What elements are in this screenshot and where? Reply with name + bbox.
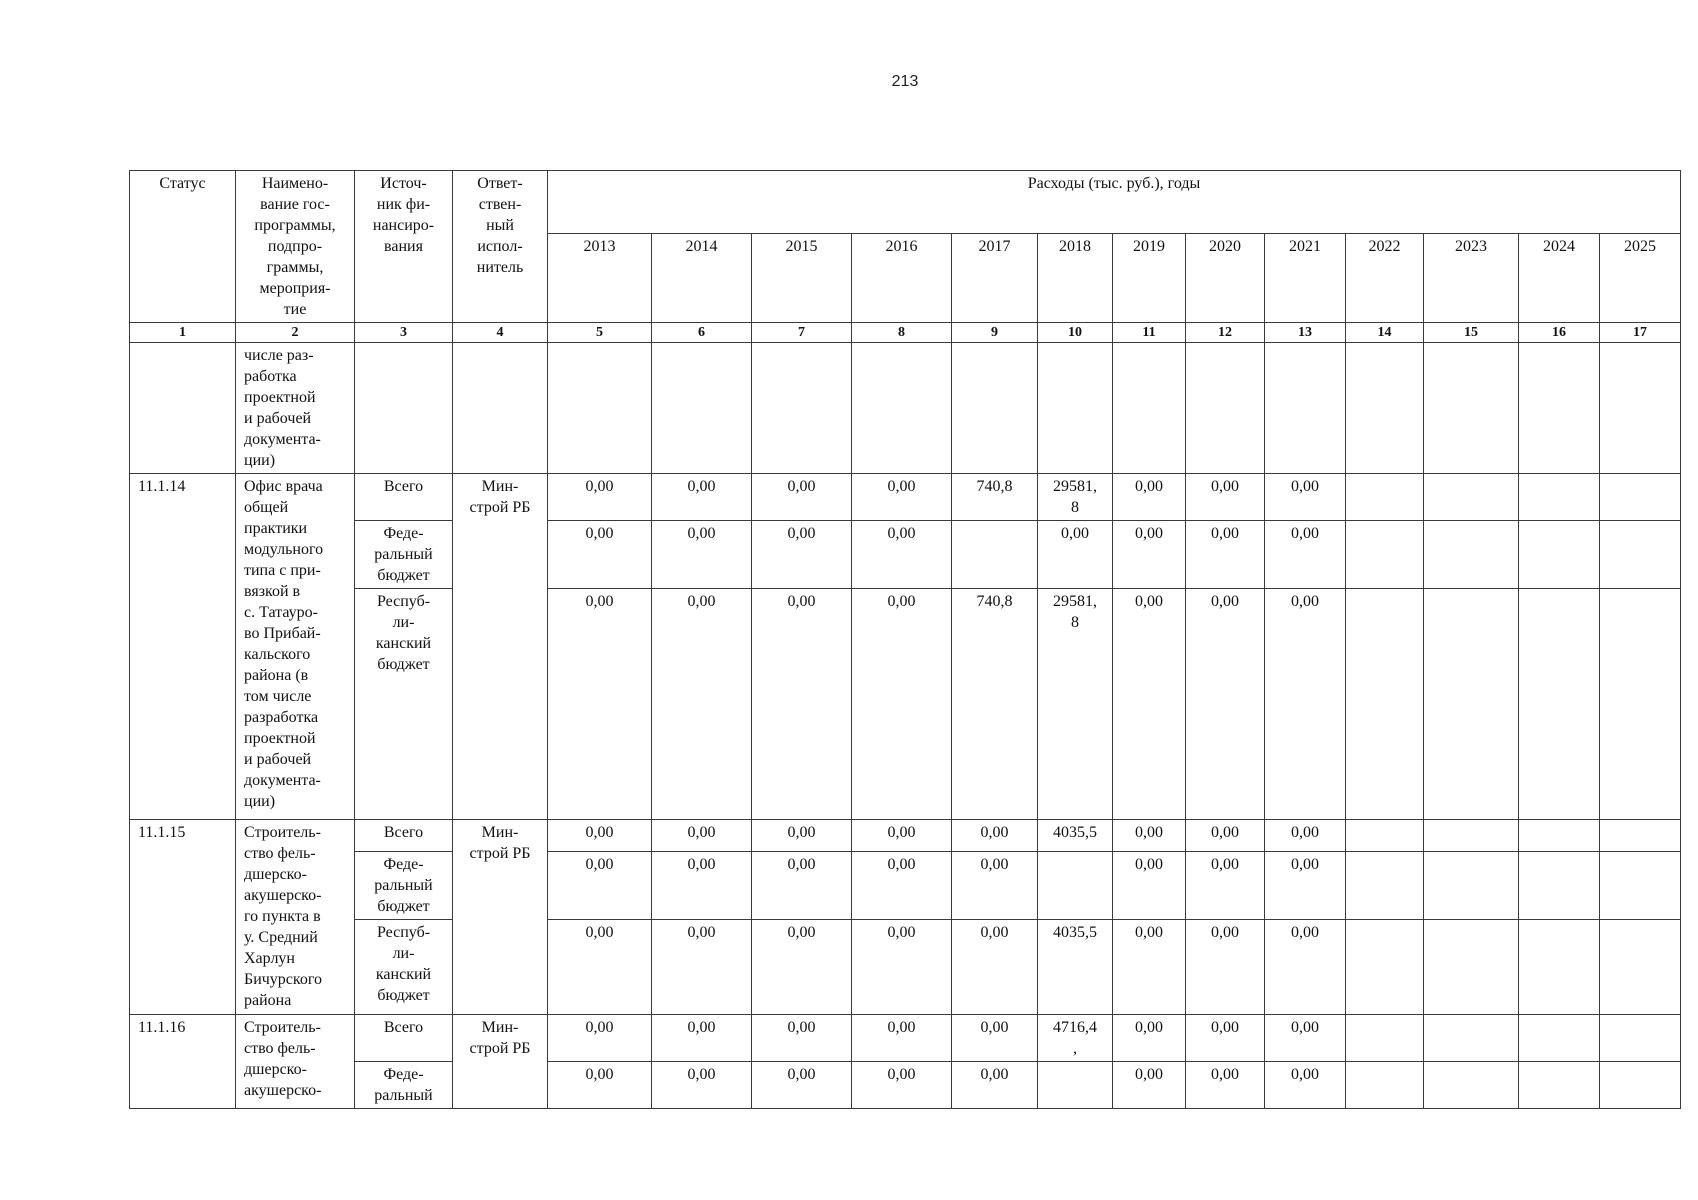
value-cell-2014: 0,00 [652,1015,752,1062]
empty-cell [355,343,453,474]
empty-cell [453,343,548,474]
value-cell-2021: 0,00 [1265,589,1346,820]
item-row [130,474,1681,521]
column-number-12: 12 [1186,323,1265,343]
budget-table [129,170,1681,1109]
value-cell-2020: 0,00 [1186,820,1265,852]
value-cell-2020: 0,00 [1186,852,1265,920]
value-cell-2020: 0,00 [1186,920,1265,1015]
funding-source-cell: Всего [355,474,453,521]
value-cell-2017: 740,8 [952,589,1038,820]
value-cell-2021: 0,00 [1265,852,1346,920]
funding-source-cell: Респуб- ли- канский бюджет [355,920,453,1015]
value-cell-2018: 29581, 8 [1038,589,1113,820]
value-cell-2017: 0,00 [952,920,1038,1015]
value-cell-2025 [1600,920,1681,1015]
value-cell-2014: 0,00 [652,589,752,820]
value-cell-2024 [1519,820,1600,852]
year-header-2018: 2018 [1038,233,1113,322]
value-cell-2013: 0,00 [548,1062,652,1109]
value-cell-2021: 0,00 [1265,474,1346,521]
item-code-cell: 11.1.15 [130,820,236,1015]
value-cell-2015: 0,00 [752,1015,852,1062]
value-cell-2016: 0,00 [852,820,952,852]
year-header-2017: 2017 [952,233,1038,322]
funding-source-cell: Феде- ральный [355,1062,453,1109]
item-name-cell: Строитель- ство фель- дшерско- акушерско- [236,1015,355,1109]
year-header-2014: 2014 [652,233,752,322]
header-executor: Ответ- ствен- ный испол- нитель [453,171,548,323]
value-cell-2025 [1600,474,1681,521]
value-cell-2019: 0,00 [1113,474,1186,521]
column-number-16: 16 [1519,323,1600,343]
empty-cell [1038,343,1113,474]
year-header-2020: 2020 [1186,233,1265,322]
value-cell-2015: 0,00 [752,474,852,521]
value-cell-2018: 29581, 8 [1038,474,1113,521]
column-number-3: 3 [355,323,453,343]
value-cell-2016: 0,00 [852,589,952,820]
value-cell-2022 [1346,474,1424,521]
value-cell-2021: 0,00 [1265,820,1346,852]
value-cell-2021: 0,00 [1265,1062,1346,1109]
empty-cell [1519,343,1600,474]
year-header-2025: 2025 [1600,233,1681,322]
value-cell-2017: 0,00 [952,1062,1038,1109]
continuation-name-cell: числе раз- работка проектной и рабочей документа- ции) [236,343,355,474]
item-row [130,589,1681,820]
value-cell-2015: 0,00 [752,589,852,820]
value-cell-2019: 0,00 [1113,820,1186,852]
item-code-cell: 11.1.16 [130,1015,236,1109]
value-cell-2015: 0,00 [752,920,852,1015]
header-status: Статус [130,171,236,323]
column-number-14: 14 [1346,323,1424,343]
value-cell-2015: 0,00 [752,1062,852,1109]
value-cell-2017: 0,00 [952,1015,1038,1062]
value-cell-2022 [1346,589,1424,820]
value-cell-2020: 0,00 [1186,1015,1265,1062]
empty-cell [1265,343,1346,474]
empty-cell [1600,343,1681,474]
column-number-6: 6 [652,323,752,343]
value-cell-2023 [1424,474,1519,521]
item-name-cell: Офис врача общей практики модульного типа с при- вязкой в с. Татауро- во Прибай- кальского района (в том числе разработка проектной и рабочей документа- ции) [236,474,355,820]
value-cell-2025 [1600,852,1681,920]
column-number-8: 8 [852,323,952,343]
executor-cell: Мин- строй РБ [453,1015,548,1109]
value-cell-2014: 0,00 [652,1062,752,1109]
column-number-2: 2 [236,323,355,343]
value-cell-2018 [1038,852,1113,920]
value-cell-2016: 0,00 [852,521,952,589]
funding-source-cell: Феде- ральный бюджет [355,852,453,920]
value-cell-2021: 0,00 [1265,920,1346,1015]
value-cell-2015: 0,00 [752,521,852,589]
value-cell-2022 [1346,820,1424,852]
value-cell-2022 [1346,920,1424,1015]
item-code-cell: 11.1.14 [130,474,236,820]
column-number-17: 17 [1600,323,1681,343]
empty-cell [652,343,752,474]
funding-source-cell: Респуб- ли- канский бюджет [355,589,453,820]
year-header-2022: 2022 [1346,233,1424,322]
continuation-row [130,343,1681,474]
empty-cell [1186,343,1265,474]
value-cell-2024 [1519,521,1600,589]
empty-cell [752,343,852,474]
value-cell-2014: 0,00 [652,852,752,920]
funding-source-cell: Феде- ральный бюджет [355,521,453,589]
column-number-11: 11 [1113,323,1186,343]
value-cell-2020: 0,00 [1186,474,1265,521]
year-header-2023: 2023 [1424,233,1519,322]
value-cell-2014: 0,00 [652,521,752,589]
value-cell-2025 [1600,521,1681,589]
funding-source-cell: Всего [355,1015,453,1062]
value-cell-2023 [1424,521,1519,589]
value-cell-2013: 0,00 [548,852,652,920]
empty-cell [548,343,652,474]
year-header-2019: 2019 [1113,233,1186,322]
item-row [130,820,1681,852]
value-cell-2019: 0,00 [1113,920,1186,1015]
value-cell-2014: 0,00 [652,920,752,1015]
value-cell-2013: 0,00 [548,820,652,852]
column-number-9: 9 [952,323,1038,343]
value-cell-2014: 0,00 [652,474,752,521]
value-cell-2019: 0,00 [1113,1062,1186,1109]
value-cell-2019: 0,00 [1113,521,1186,589]
value-cell-2015: 0,00 [752,852,852,920]
year-header-2016: 2016 [852,233,952,322]
value-cell-2013: 0,00 [548,521,652,589]
value-cell-2019: 0,00 [1113,589,1186,820]
status-cell-empty [130,343,236,474]
value-cell-2024 [1519,589,1600,820]
value-cell-2013: 0,00 [548,589,652,820]
year-header-2013: 2013 [548,233,652,322]
value-cell-2024 [1519,852,1600,920]
value-cell-2017: 0,00 [952,852,1038,920]
header-expenses: Расходы (тыс. руб.), годы [548,171,1681,234]
column-number-5: 5 [548,323,652,343]
column-number-15: 15 [1424,323,1519,343]
value-cell-2024 [1519,1062,1600,1109]
empty-cell [1113,343,1186,474]
value-cell-2023 [1424,589,1519,820]
value-cell-2021: 0,00 [1265,521,1346,589]
value-cell-2014: 0,00 [652,820,752,852]
value-cell-2024 [1519,1015,1600,1062]
value-cell-2019: 0,00 [1113,1015,1186,1062]
header-name: Наимено- вание гос- программы, подпро- граммы, мероприя- тие [236,171,355,323]
value-cell-2025 [1600,1015,1681,1062]
value-cell-2016: 0,00 [852,1015,952,1062]
item-row [130,1062,1681,1109]
executor-cell: Мин- строй РБ [453,820,548,1015]
value-cell-2019: 0,00 [1113,852,1186,920]
empty-cell [1424,343,1519,474]
header-source: Источ- ник фи- нансиро- вания [355,171,453,323]
value-cell-2022 [1346,521,1424,589]
item-row [130,920,1681,1015]
header-row [130,171,1681,234]
value-cell-2025 [1600,1062,1681,1109]
empty-cell [852,343,952,474]
year-header-2024: 2024 [1519,233,1600,322]
value-cell-2022 [1346,852,1424,920]
column-number-4: 4 [453,323,548,343]
column-number-1: 1 [130,323,236,343]
value-cell-2016: 0,00 [852,920,952,1015]
value-cell-2023 [1424,1015,1519,1062]
value-cell-2018 [1038,1062,1113,1109]
value-cell-2013: 0,00 [548,1015,652,1062]
item-row [130,521,1681,589]
value-cell-2018: 4716,4 , [1038,1015,1113,1062]
empty-cell [1346,343,1424,474]
value-cell-2018: 4035,5 [1038,820,1113,852]
value-cell-2017: 740,8 [952,474,1038,521]
value-cell-2023 [1424,920,1519,1015]
value-cell-2016: 0,00 [852,474,952,521]
value-cell-2013: 0,00 [548,920,652,1015]
item-row [130,852,1681,920]
page-number: 213 [891,73,919,90]
column-number-13: 13 [1265,323,1346,343]
executor-cell: Мин- строй РБ [453,474,548,820]
value-cell-2016: 0,00 [852,852,952,920]
value-cell-2017: 0,00 [952,820,1038,852]
value-cell-2013: 0,00 [548,474,652,521]
value-cell-2016: 0,00 [852,1062,952,1109]
value-cell-2017 [952,521,1038,589]
year-header-2021: 2021 [1265,233,1346,322]
value-cell-2023 [1424,820,1519,852]
funding-source-cell: Всего [355,820,453,852]
value-cell-2018: 0,00 [1038,521,1113,589]
value-cell-2015: 0,00 [752,820,852,852]
value-cell-2024 [1519,920,1600,1015]
value-cell-2020: 0,00 [1186,1062,1265,1109]
value-cell-2020: 0,00 [1186,521,1265,589]
value-cell-2025 [1600,820,1681,852]
value-cell-2018: 4035,5 [1038,920,1113,1015]
value-cell-2021: 0,00 [1265,1015,1346,1062]
empty-cell [952,343,1038,474]
value-cell-2022 [1346,1062,1424,1109]
value-cell-2023 [1424,1062,1519,1109]
year-header-2015: 2015 [752,233,852,322]
value-cell-2020: 0,00 [1186,589,1265,820]
column-number-row [130,323,1681,343]
column-number-10: 10 [1038,323,1113,343]
value-cell-2023 [1424,852,1519,920]
column-number-7: 7 [752,323,852,343]
item-row [130,1015,1681,1062]
item-name-cell: Строитель- ство фель- дшерско- акушерско- го пункта в у. Средний Харлун Бичурского района [236,820,355,1015]
value-cell-2024 [1519,474,1600,521]
value-cell-2025 [1600,589,1681,820]
value-cell-2022 [1346,1015,1424,1062]
